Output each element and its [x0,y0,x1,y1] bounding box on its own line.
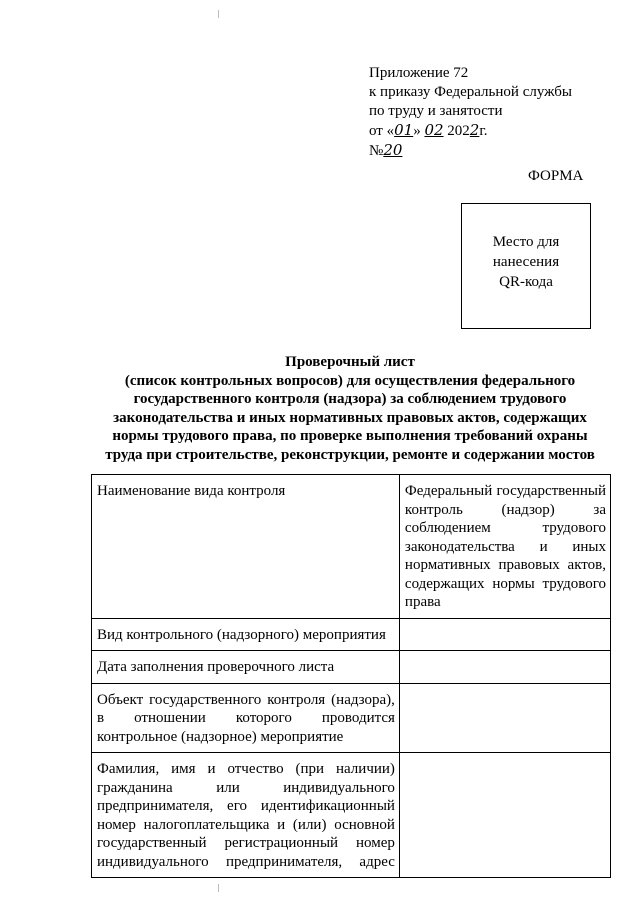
order-number-line: №20 [369,141,403,159]
appendix-header [369,64,572,161]
fill-date-label: Дата заполнения проверочного листа [92,651,400,684]
appendix-agency-line: по труду и занятости [369,103,503,119]
handwritten-day: 01 [394,121,414,139]
qr-code-placeholder: Место для нанесения QR-кода [461,203,591,329]
event-type-value[interactable] [399,618,610,651]
handwritten-month: 02 [424,121,444,139]
control-object-label: Объект государственного контроля (надзора), в отношении которого проводится контрольное (надзорное) мероприятие [92,683,400,753]
person-details-label: Фамилия, имя и отчество (при наличии) гражданина или индивидуального предпринимателя, его идентификационный номер налогоплательщика и (или) основной государственный регистрационный номер индивидуального предпринимателя, адрес [92,753,400,878]
appendix-order-line: к приказу Федеральной службы [369,84,573,100]
control-object-value[interactable] [399,683,610,753]
table-row [92,651,611,684]
fill-date-value[interactable] [399,651,610,684]
event-type-label: Вид контрольного (надзорного) мероприятия [92,618,400,651]
scan-mark-bottom [218,884,219,892]
handwritten-year-digit: 2 [469,121,480,139]
table-row [92,475,611,619]
control-type-value: Федеральный государственный контроль (надзор) за соблюдением трудового законодательства и иных нормативных правовых актов, содержащих нормы трудового права [399,475,610,619]
scan-mark-top [218,10,219,18]
table-row [92,753,611,878]
table-row [92,683,611,753]
table-row [92,618,611,651]
person-details-value[interactable] [399,753,610,878]
forma-label: ФОРМА [528,168,584,184]
handwritten-order-number: 20 [383,141,403,159]
order-date-line: от «01» 02 2022г. [369,121,488,139]
document-title: Проверочный лист (список контрольных вопросов) для осуществления федерального государственного контроля (надзора) за соблюдением трудового законодательства и иных нормативных правовых актов, содержащих нормы трудового права, по проверке выполнения требований охраны труда при строительстве, реконструкции, ремонте и содержании мостов [105,354,595,463]
checklist-table [91,474,611,878]
appendix-number: Приложение 72 [369,65,469,81]
control-type-label: Наименование вида контроля [92,475,400,619]
